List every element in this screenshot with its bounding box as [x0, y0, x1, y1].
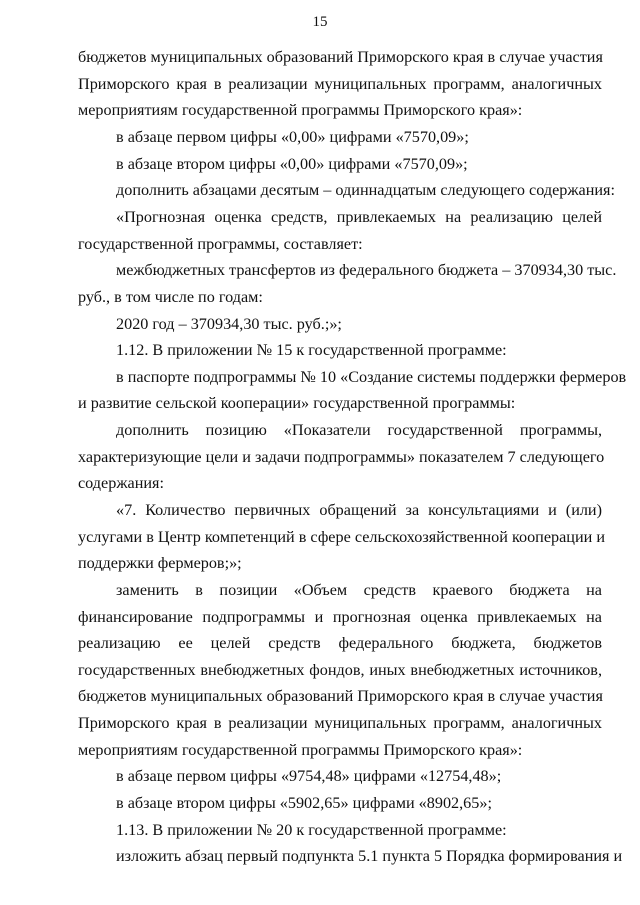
text-line: в абзаце втором цифры «5902,65» цифрами «8902,65»;	[116, 794, 492, 812]
text-line: руб., в том числе по годам:	[78, 288, 263, 306]
text-line: «7. Количество первичных обращений за консультациями и (или)	[116, 501, 602, 519]
text-line: финансирование подпрограммы и прогнозная оценка привлекаемых на	[78, 608, 602, 626]
text-line: заменить в позиции «Объем средств краевого бюджета на	[116, 581, 602, 599]
text-line: услугами в Центр компетенций в сфере сельскохозяйственной кооперации и	[78, 528, 606, 546]
text-line: бюджетов муниципальных образований Приморского края в случае участия	[78, 48, 603, 66]
text-line: Приморского края в реализации муниципальных программ, аналогичных	[78, 714, 602, 732]
text-line: государственных внебюджетных фондов, иных внебюджетных источников,	[78, 661, 602, 679]
text-line: дополнить позицию «Показатели государственной программы,	[116, 421, 602, 439]
text-line: 1.13. В приложении № 20 к государственной программе:	[116, 821, 507, 839]
page-number: 15	[312, 14, 328, 30]
text-line: изложить абзац первый подпункта 5.1 пункта 5 Порядка формирования и	[116, 847, 623, 865]
text-line: характеризующие цели и задачи подпрограммы» показателем 7 следующего	[78, 448, 605, 466]
text-line: в абзаце втором цифры «0,00» цифрами «7570,09»;	[116, 155, 468, 173]
text-line: содержания:	[78, 474, 164, 492]
text-line: дополнить абзацами десятым – одиннадцатым следующего содержания:	[116, 181, 616, 199]
text-line: Приморского края в реализации муниципальных программ, аналогичных	[78, 75, 602, 93]
text-line: в абзаце первом цифры «9754,48» цифрами «12754,48»;	[116, 767, 502, 785]
text-line: межбюджетных трансфертов из федерального бюджета – 370934,30 тыс.	[116, 261, 617, 279]
text-line: в паспорте подпрограммы № 10 «Создание системы поддержки фермеров	[116, 368, 627, 386]
text-line: 1.12. В приложении № 15 к государственной программе:	[116, 341, 507, 359]
text-line: мероприятиям государственной программы Приморского края»:	[78, 101, 523, 119]
text-line: бюджетов муниципальных образований Приморского края в случае участия	[78, 687, 603, 705]
text-line: 2020 год – 370934,30 тыс. руб.;»;	[116, 315, 342, 333]
text-line: и развитие сельской кооперации» государственной программы:	[78, 394, 516, 412]
text-line: мероприятиям государственной программы Приморского края»:	[78, 741, 523, 759]
text-line: поддержки фермеров;»;	[78, 554, 242, 572]
text-line: в абзаце первом цифры «0,00» цифрами «7570,09»;	[116, 128, 469, 146]
text-line: государственной программы, составляет:	[78, 235, 363, 253]
text-line: «Прогнозная оценка средств, привлекаемых на реализацию целей	[116, 208, 602, 226]
text-line: реализацию ее целей средств федерального бюджета, бюджетов	[78, 634, 602, 652]
